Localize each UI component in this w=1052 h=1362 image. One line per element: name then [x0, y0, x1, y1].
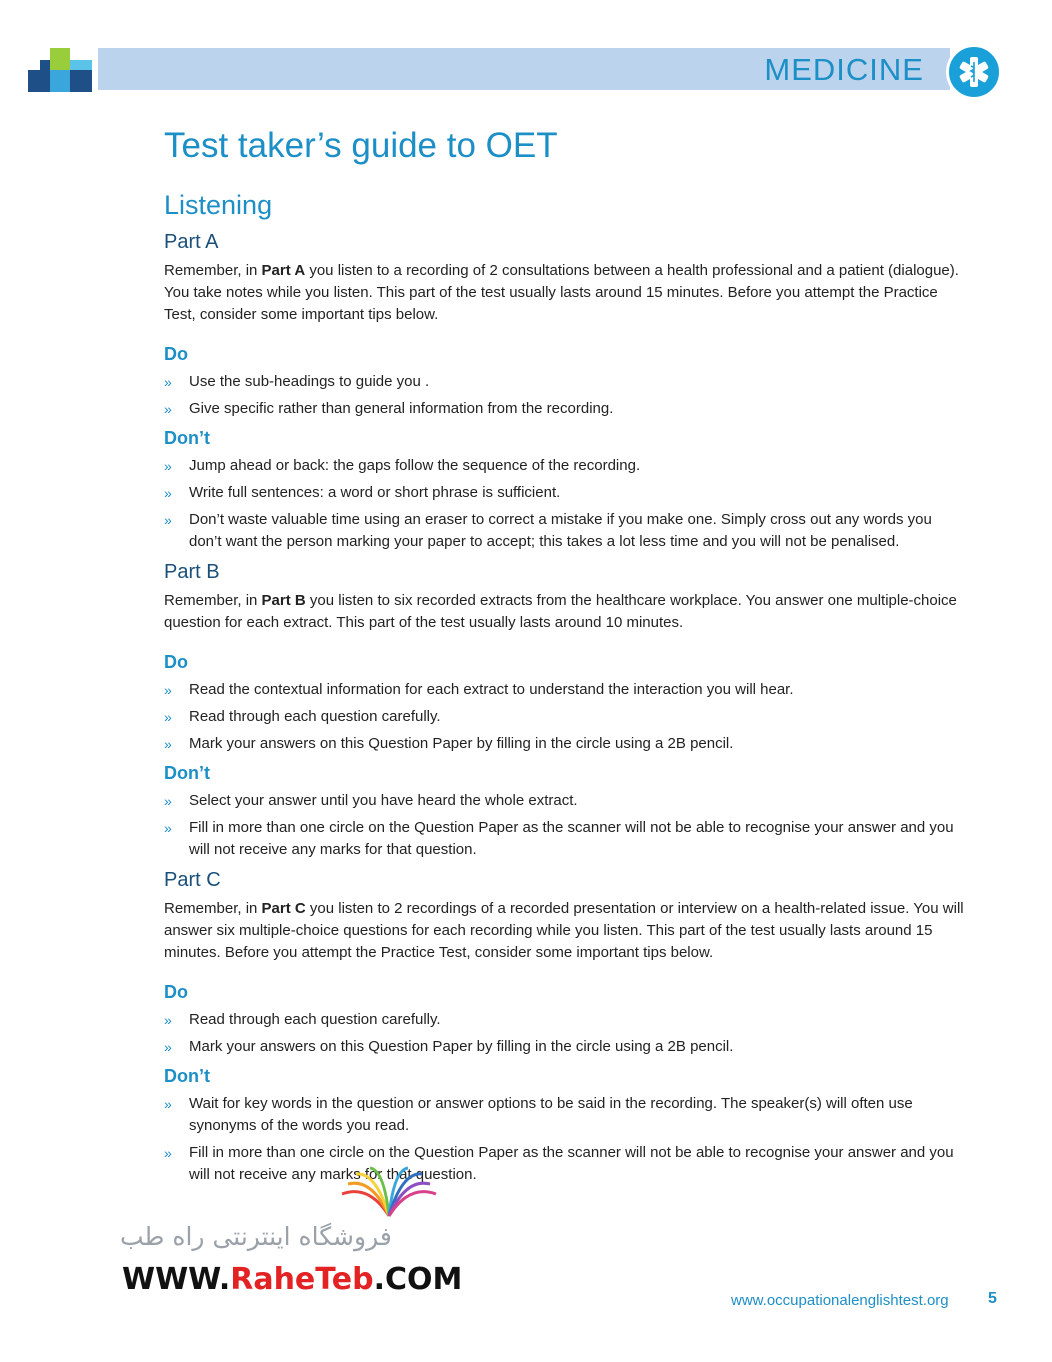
list-item: » Don’t waste valuable time using an eraser to correct a mistake if you make one. Simply cross out any words you don’t want the person marking your paper to accept; this takes a lot less time and you will not be penalised. — [164, 511, 932, 550]
open-book-icon — [334, 1164, 444, 1224]
main-content — [164, 120, 964, 1194]
bullet-icon: » — [164, 793, 172, 809]
list-item: » Jump ahead or back: the gaps follow the sequence of the recording. — [164, 455, 964, 477]
logo-blocks — [28, 48, 98, 92]
bullet-icon: » — [164, 401, 172, 417]
bullet-icon: » — [164, 682, 172, 698]
part-b-dont-heading: Don’t — [164, 763, 210, 783]
watermark-url: WWW.RaheTeb.COM — [122, 1262, 463, 1297]
part-a-heading: Part A — [164, 231, 219, 253]
part-b-do-heading: Do — [164, 652, 188, 672]
part-b-do-list — [164, 679, 964, 755]
list-item: » Read the contextual information for each extract to understand the interaction you will hear. — [164, 679, 964, 701]
bullet-icon: » — [164, 1012, 172, 1028]
part-c-intro: Remember, in Part C you listen to 2 recordings of a recorded presentation or interview on a health-related issue. You will answer six multiple-choice questions for each recording while you listen. This part of the test usually lasts around 15 minutes. Before you attempt the Practice Test, consider some important tips below. — [164, 900, 964, 961]
list-item: » Use the sub-headings to guide you . — [164, 371, 964, 393]
part-a-do-list — [164, 371, 964, 420]
page-number: 5 — [988, 1290, 997, 1307]
list-item: » Give specific rather than general information from the recording. — [164, 398, 964, 420]
list-item: » Fill in more than one circle on the Question Paper as the scanner will not be able to recognise your answer and you will not receive any marks for that question. — [164, 1144, 954, 1183]
medical-star-of-life-icon — [957, 55, 991, 89]
list-item: » Mark your answers on this Question Paper by filling in the circle using a 2B pencil. — [164, 733, 964, 755]
part-a-dont-heading: Don’t — [164, 428, 210, 448]
bullet-icon: » — [164, 1096, 172, 1112]
bullet-icon: » — [164, 736, 172, 752]
list-item: » Select your answer until you have heard the whole extract. — [164, 790, 964, 812]
list-item: » Read through each question carefully. — [164, 706, 964, 728]
bullet-icon: » — [164, 1039, 172, 1055]
part-c-dont-heading: Don’t — [164, 1066, 210, 1086]
list-item: » Write full sentences: a word or short phrase is sufficient. — [164, 482, 964, 504]
watermark-persian-text: فروشگاه اینترنتی راه طب — [120, 1222, 392, 1251]
bullet-icon: » — [164, 485, 172, 501]
list-item: » Read through each question carefully. — [164, 1009, 964, 1031]
bullet-icon: » — [164, 374, 172, 390]
part-b-dont-list — [164, 790, 964, 861]
bullet-icon: » — [164, 820, 172, 836]
part-c-do-heading: Do — [164, 982, 188, 1002]
bullet-icon: » — [164, 512, 172, 528]
page-title: Test taker’s guide to OET — [164, 126, 558, 165]
part-a-dont-list — [164, 455, 964, 553]
part-a-intro: Remember, in Part A you listen to a recording of 2 consultations between a health professional and a patient (dialogue). You take notes while you listen. This part of the test usually lasts around 15 minutes. Before you attempt the Practice Test, consider some important tips below. — [164, 262, 959, 323]
part-c-dont-list — [164, 1093, 964, 1186]
list-item: » Mark your answers on this Question Paper by filling in the circle using a 2B pencil. — [164, 1036, 964, 1058]
list-item: » Fill in more than one circle on the Question Paper as the scanner will not be able to recognise your answer and you will not receive any marks for that question. — [164, 819, 954, 858]
list-item: » Wait for key words in the question or answer options to be said in the recording. The speaker(s) will often use synonyms of the words you read. — [164, 1095, 913, 1134]
section-heading: Listening — [164, 190, 273, 220]
part-a-do-heading: Do — [164, 344, 188, 364]
footer-url[interactable]: www.occupationalenglishtest.org — [731, 1292, 949, 1309]
medical-badge — [946, 44, 1002, 100]
part-b-heading: Part B — [164, 561, 220, 583]
bullet-icon: » — [164, 1145, 172, 1161]
bullet-icon: » — [164, 709, 172, 725]
part-b-intro: Remember, in Part B you listen to six recorded extracts from the healthcare workplace. You answer one multiple-choice question for each extract. This part of the test usually lasts around 10 minutes. — [164, 592, 957, 631]
part-c-heading: Part C — [164, 869, 221, 891]
bullet-icon: » — [164, 458, 172, 474]
part-c-do-list — [164, 1009, 964, 1058]
section-label: MEDICINE — [764, 52, 924, 87]
